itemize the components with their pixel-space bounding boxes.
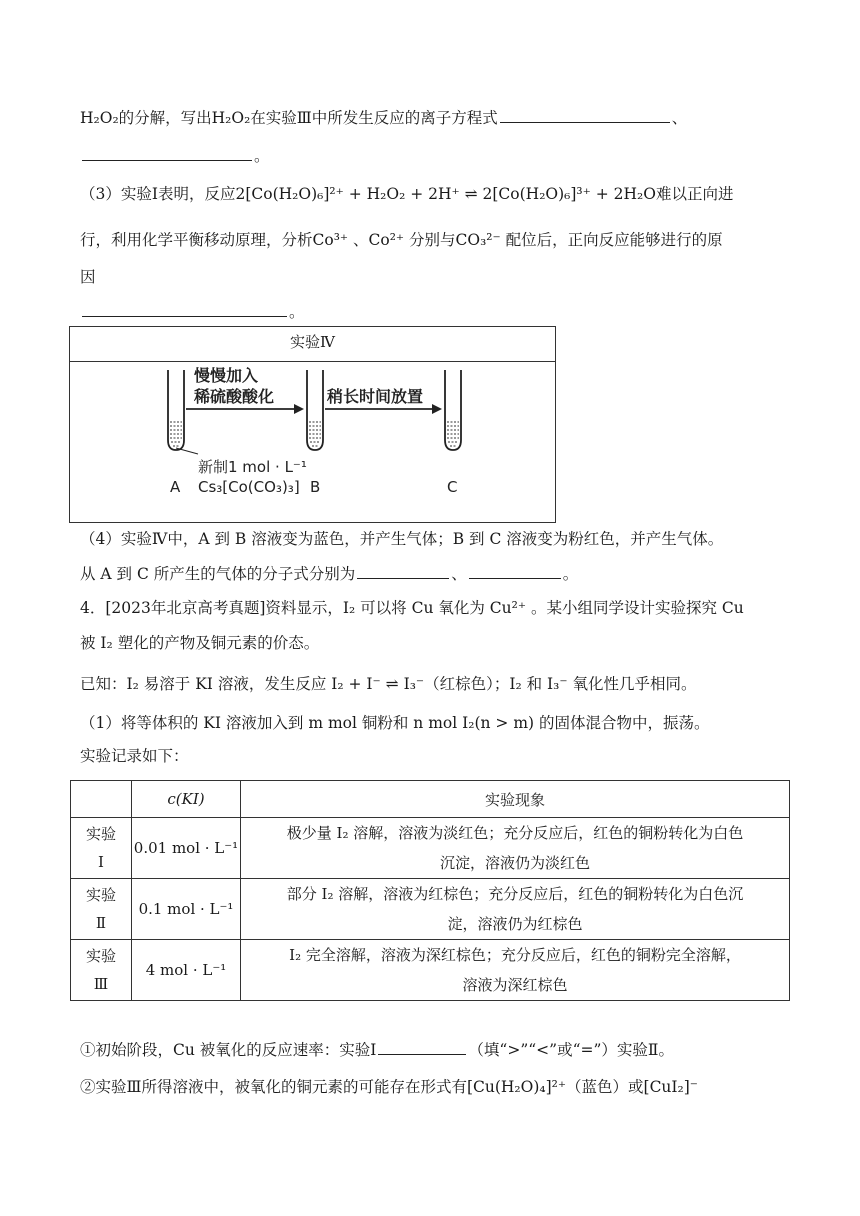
- figure-title: 实验Ⅳ: [70, 327, 555, 362]
- test-tube-a: [168, 370, 184, 450]
- reagent-label-line2: Cs₃[Co(CO₃)₃]: [198, 478, 300, 496]
- table-row: [71, 940, 790, 1001]
- cell-text: 极少量 I₂ 溶解，溶液为淡红色；充分反应后，红色的铜粉转化为白色: [286, 824, 744, 842]
- observation: [241, 940, 790, 1001]
- text: 。: [254, 147, 270, 165]
- reagent-label-line1: 新制1 mol · L⁻¹: [198, 458, 307, 476]
- cell-text: 淀，溶液仍为红棕色: [447, 915, 583, 933]
- question-4-line2: [80, 562, 578, 585]
- cell-text: Ⅰ: [98, 853, 104, 871]
- text-line: 行，利用化学平衡移动原理，分析Co³⁺ 、Co²⁺ 分别与CO₃²⁻ 配位后，正向反应能够进行的原: [80, 231, 723, 249]
- table-header: [71, 781, 132, 818]
- table-header-row: [71, 781, 790, 818]
- text: （3）实验Ⅰ表明，反应: [80, 185, 236, 203]
- tube-a-label: A: [170, 478, 181, 496]
- text: H₂O₂的分解，写出H₂O₂在实验Ⅲ中所发生反应的离子方程式: [80, 109, 498, 127]
- table-header: [132, 781, 241, 818]
- equation: 2[Co(H₂O)₆]²⁺ + H₂O₂ + 2H⁺ ⇌ 2[Co(H₂O)₆]³⁺ + 2H₂O: [235, 185, 656, 203]
- cell-text: 溶液为深红棕色: [462, 976, 568, 994]
- text: 。: [289, 303, 305, 321]
- sub-question-2: ②实验Ⅲ所得溶液中，被氧化的铜元素的可能存在形式有[Cu(H₂O)₄]²⁺（蓝色）或[CuI₂]⁻: [80, 1078, 698, 1096]
- record-intro: 实验记录如下：: [80, 747, 189, 765]
- table-header: 实验现象: [241, 781, 790, 818]
- text: 从 A 到 C 所产生的气体的分子式分别为: [80, 565, 356, 583]
- answer-blank[interactable]: [469, 562, 561, 579]
- concentration: 0.01 mol · L⁻¹: [132, 818, 241, 879]
- cell-text: 部分 I₂ 溶解，溶液为红棕色；充分反应后，红色的铜粉转化为白色沉: [286, 885, 744, 903]
- experiment-table: [70, 780, 790, 1001]
- observation: [241, 818, 790, 879]
- question-4-line1: （4）实验Ⅳ中，A 到 B 溶液变为蓝色，并产生气体；B 到 C 溶液变为粉红色，并产生气体。: [80, 530, 724, 548]
- cell-text: 实验: [85, 947, 116, 965]
- text: 。: [562, 565, 579, 583]
- text: 、: [671, 109, 688, 127]
- problem-4-line2: 被 I₂ 塑化的产物及铜元素的价态。: [80, 634, 320, 652]
- table-row: [71, 818, 790, 879]
- cell-text: Ⅲ: [93, 975, 109, 993]
- experiment-4-figure: [69, 326, 556, 523]
- answer-blank[interactable]: [378, 1038, 466, 1055]
- table-row: [71, 879, 790, 940]
- answer-blank[interactable]: [82, 300, 287, 317]
- step2-label: 稍长时间放置: [327, 387, 424, 406]
- apparatus-diagram: [70, 362, 557, 522]
- text-line: [80, 300, 305, 323]
- tube-b-label: B: [310, 478, 321, 496]
- step1-label-line1: 慢慢加入: [194, 366, 259, 385]
- text-line: [80, 144, 270, 167]
- concentration: 0.1 mol · L⁻¹: [132, 879, 241, 940]
- answer-blank[interactable]: [357, 562, 449, 579]
- text: 难以正向进: [655, 185, 734, 203]
- experiment-name: [71, 879, 132, 940]
- text-line: 因: [80, 268, 96, 286]
- answer-blank[interactable]: [500, 106, 670, 123]
- step1-label-line2: 稀硫酸酸化: [194, 387, 275, 406]
- known-info: 已知：I₂ 易溶于 KI 溶液，发生反应 I₂ + I⁻ ⇌ I₃⁻（红棕色）；I₂ 和 I₃⁻ 氧化性几乎相同。: [80, 675, 697, 693]
- cell-text: I₂ 完全溶解，溶液为深红棕色；充分反应后，红色的铜粉完全溶解，: [289, 946, 741, 964]
- question-3-line1: [80, 183, 733, 205]
- cell-text: 实验: [85, 825, 116, 843]
- text: 、: [451, 565, 467, 583]
- cell-text: 实验: [85, 886, 116, 904]
- sub-question-1: [80, 1038, 674, 1061]
- concentration: 4 mol · L⁻¹: [132, 940, 241, 1001]
- header-text: c(KI): [167, 790, 205, 808]
- question-1: （1）将等体积的 KI 溶液加入到 m mol 铜粉和 n mol I₂(n > m) 的固体混合物中，振荡。: [80, 714, 710, 732]
- test-tube-b: [307, 370, 323, 450]
- problem-4-line1: 4．[2023年北京高考真题]资料显示，I₂ 可以将 Cu 氧化为 Cu²⁺ 。某小组同学设计实验探究 Cu: [80, 599, 744, 617]
- experiment-name: [71, 818, 132, 879]
- pointer-line: [176, 448, 198, 454]
- text-line: [80, 106, 687, 129]
- text: ①初始阶段，Cu 被氧化的反应速率：实验Ⅰ: [80, 1041, 377, 1059]
- test-tube-c: [445, 370, 461, 450]
- answer-blank[interactable]: [82, 144, 252, 161]
- observation: [241, 879, 790, 940]
- tube-c-label: C: [447, 478, 458, 496]
- cell-text: 沉淀，溶液仍为淡红色: [439, 854, 590, 872]
- experiment-name: [71, 940, 132, 1001]
- text: （填“>”“<”或“=”）实验Ⅱ。: [468, 1041, 674, 1059]
- cell-text: Ⅱ: [95, 914, 107, 932]
